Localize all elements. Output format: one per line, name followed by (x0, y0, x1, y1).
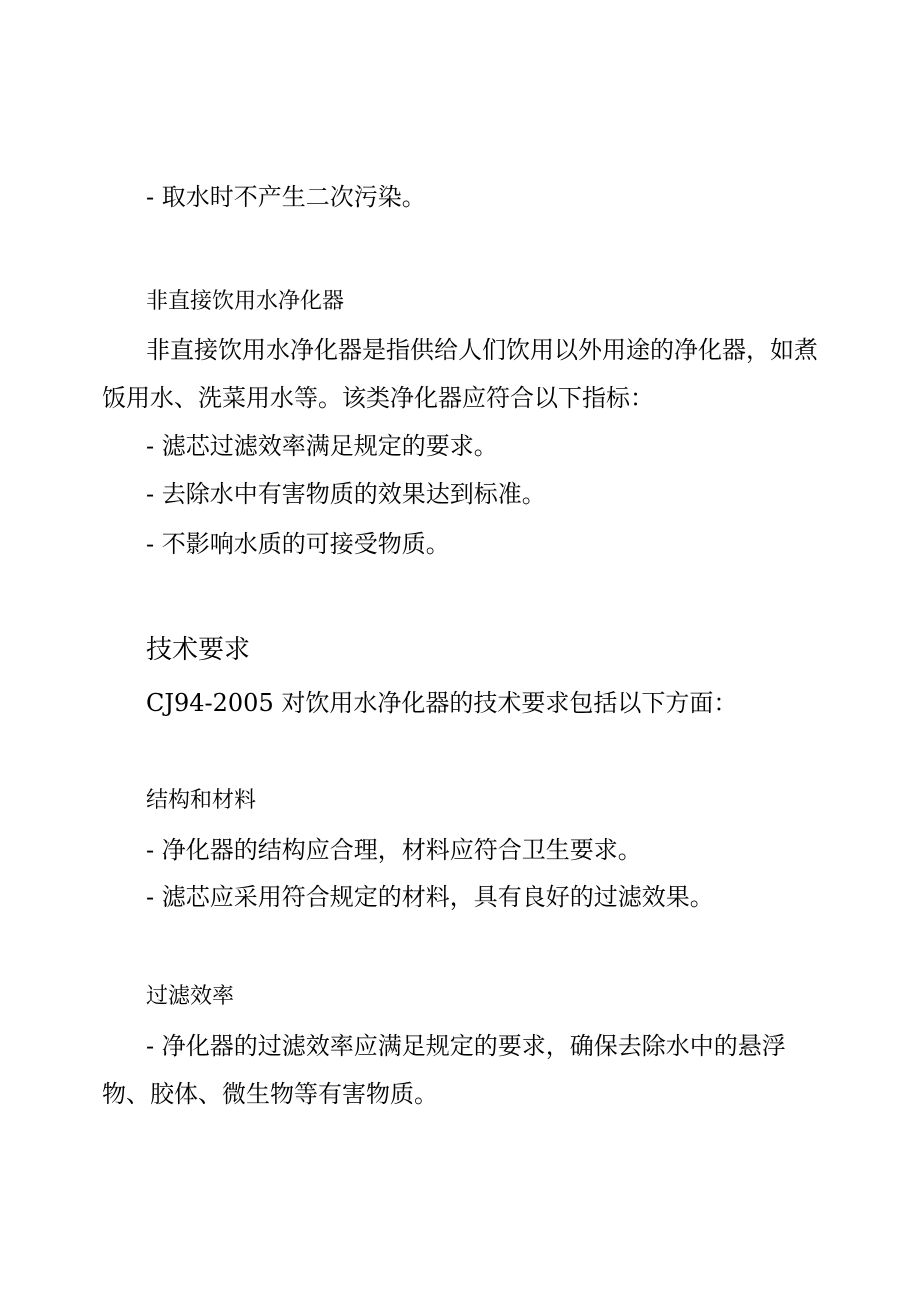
bullet-water-quality: - 不影响水质的可接受物质。 (146, 530, 450, 558)
heading-structure-materials: 结构和材料 (146, 788, 257, 813)
paragraph-indirect-line-2: 饭用水、洗菜用水等。该类净化器应符合以下指标： (102, 384, 654, 412)
paragraph-efficiency-line-1: - 净化器的过滤效率应满足规定的要求，确保去除水中的悬浮 (146, 1032, 786, 1060)
paragraph-efficiency-line-2: 物、胶体、微生物等有害物质。 (102, 1080, 438, 1108)
bullet-no-secondary-pollution: - 取水时不产生二次污染。 (146, 183, 426, 211)
heading-indirect-purifier: 非直接饮用水净化器 (146, 289, 345, 314)
paragraph-technical-requirements: CJ94-2005 对饮用水净化器的技术要求包括以下方面： (146, 689, 738, 717)
bullet-filter-efficiency: - 滤芯过滤效率满足规定的要求。 (146, 432, 498, 460)
heading-filtration-efficiency: 过滤效率 (146, 984, 235, 1009)
bullet-remove-harmful: - 去除水中有害物质的效果达到标准。 (146, 480, 546, 508)
paragraph-indirect-line-1: 非直接饮用水净化器是指供给人们饮用以外用途的净化器，如煮 (146, 336, 818, 364)
bullet-filter-materials: - 滤芯应采用符合规定的材料，具有良好的过滤效果。 (146, 883, 714, 911)
bullet-structure-reasonable: - 净化器的结构应合理，材料应符合卫生要求。 (146, 836, 642, 864)
heading-technical-requirements: 技术要求 (146, 635, 251, 665)
